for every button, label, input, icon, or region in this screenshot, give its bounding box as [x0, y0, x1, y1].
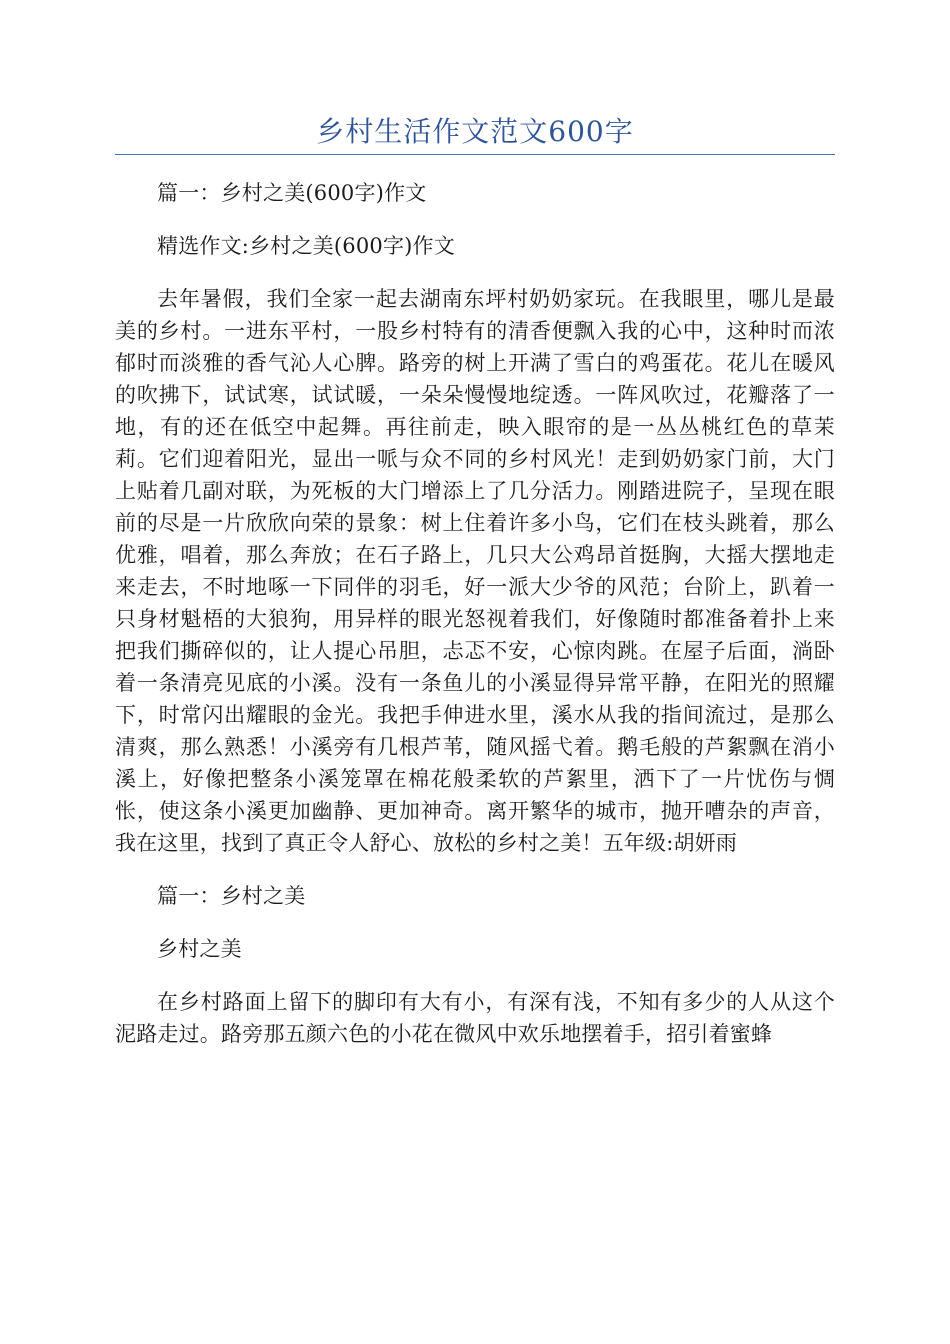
section-heading-1: 篇一：乡村之美(600字)作文: [157, 181, 427, 205]
essay-paragraph-2: 在乡村路面上留下的脚印有大有小，有深有浅，不知有多少的人从这个泥路走过。路旁那五颜六色的小花在微风中欢乐地摆着手，招引着蜜蜂: [115, 990, 835, 1046]
section-heading-2: 篇一：乡村之美: [157, 884, 306, 908]
title-underline: [115, 154, 835, 155]
essay-subtitle: 精选作文:乡村之美(600字)作文: [157, 234, 455, 258]
document-body: [115, 177, 835, 1071]
essay-paragraph-1: 去年暑假，我们全家一起去湖南东坪村奶奶家玩。在我眼里，哪儿是最美的乡村。一进东平村，一股乡村特有的清香便飘入我的心中，这种时而浓郁时而淡雅的香气沁人心脾。路旁的树上开满了雪白的鸡蛋花。花儿在暖风的吹拂下，试试寒，试试暖，一朵朵慢慢地绽透。一阵风吹过，花瓣落了一地，有的还在低空中起舞。再往前走，映入眼帘的是一丛丛桃红色的草茉莉。它们迎着阳光，显出一哌与众不同的乡村风光！走到奶奶家门前，大门上贴着几副对联，为死板的大门增添上了几分活力。刚踏进院子，呈现在眼前的尽是一片欣欣向荣的景象：树上住着许多小鸟，它们在枝头跳着，那么优雅，唱着，那么奔放；在石子路上，几只大公鸡昂首挺胸，大摇大摆地走来走去，不时地啄一下同伴的羽毛，好一派大少爷的风范；台阶上，趴着一只身材魁梧的大狼狗，用异样的眼光怒视着我们，好像随时都准备着扑上来把我们撕碎似的，让人提心吊胆，忐忑不安，心惊肉跳。在屋子后面，淌卧着一条清亮见底的小溪。没有一条鱼儿的小溪显得异常平静，在阳光的照耀下，时常闪出耀眼的金光。我把手伸进水里，溪水从我的指间流过，是那么清爽，那么熟悉！小溪旁有几根芦苇，随风摇弋着。鹅毛般的芦絮飘在消小溪上，好像把整条小溪笼罩在棉花般柔软的芦絮里，洒下了一片忧伤与惆怅，使这条小溪更加幽静、更加神奇。离开繁华的城市，抛开嘈杂的声音，我在这里，找到了真正令人舒心、放松的乡村之美！五年级:胡妍雨: [115, 287, 835, 855]
essay-subtitle-2: 乡村之美: [157, 937, 242, 961]
document-title: 乡村生活作文范文600字: [316, 115, 634, 148]
